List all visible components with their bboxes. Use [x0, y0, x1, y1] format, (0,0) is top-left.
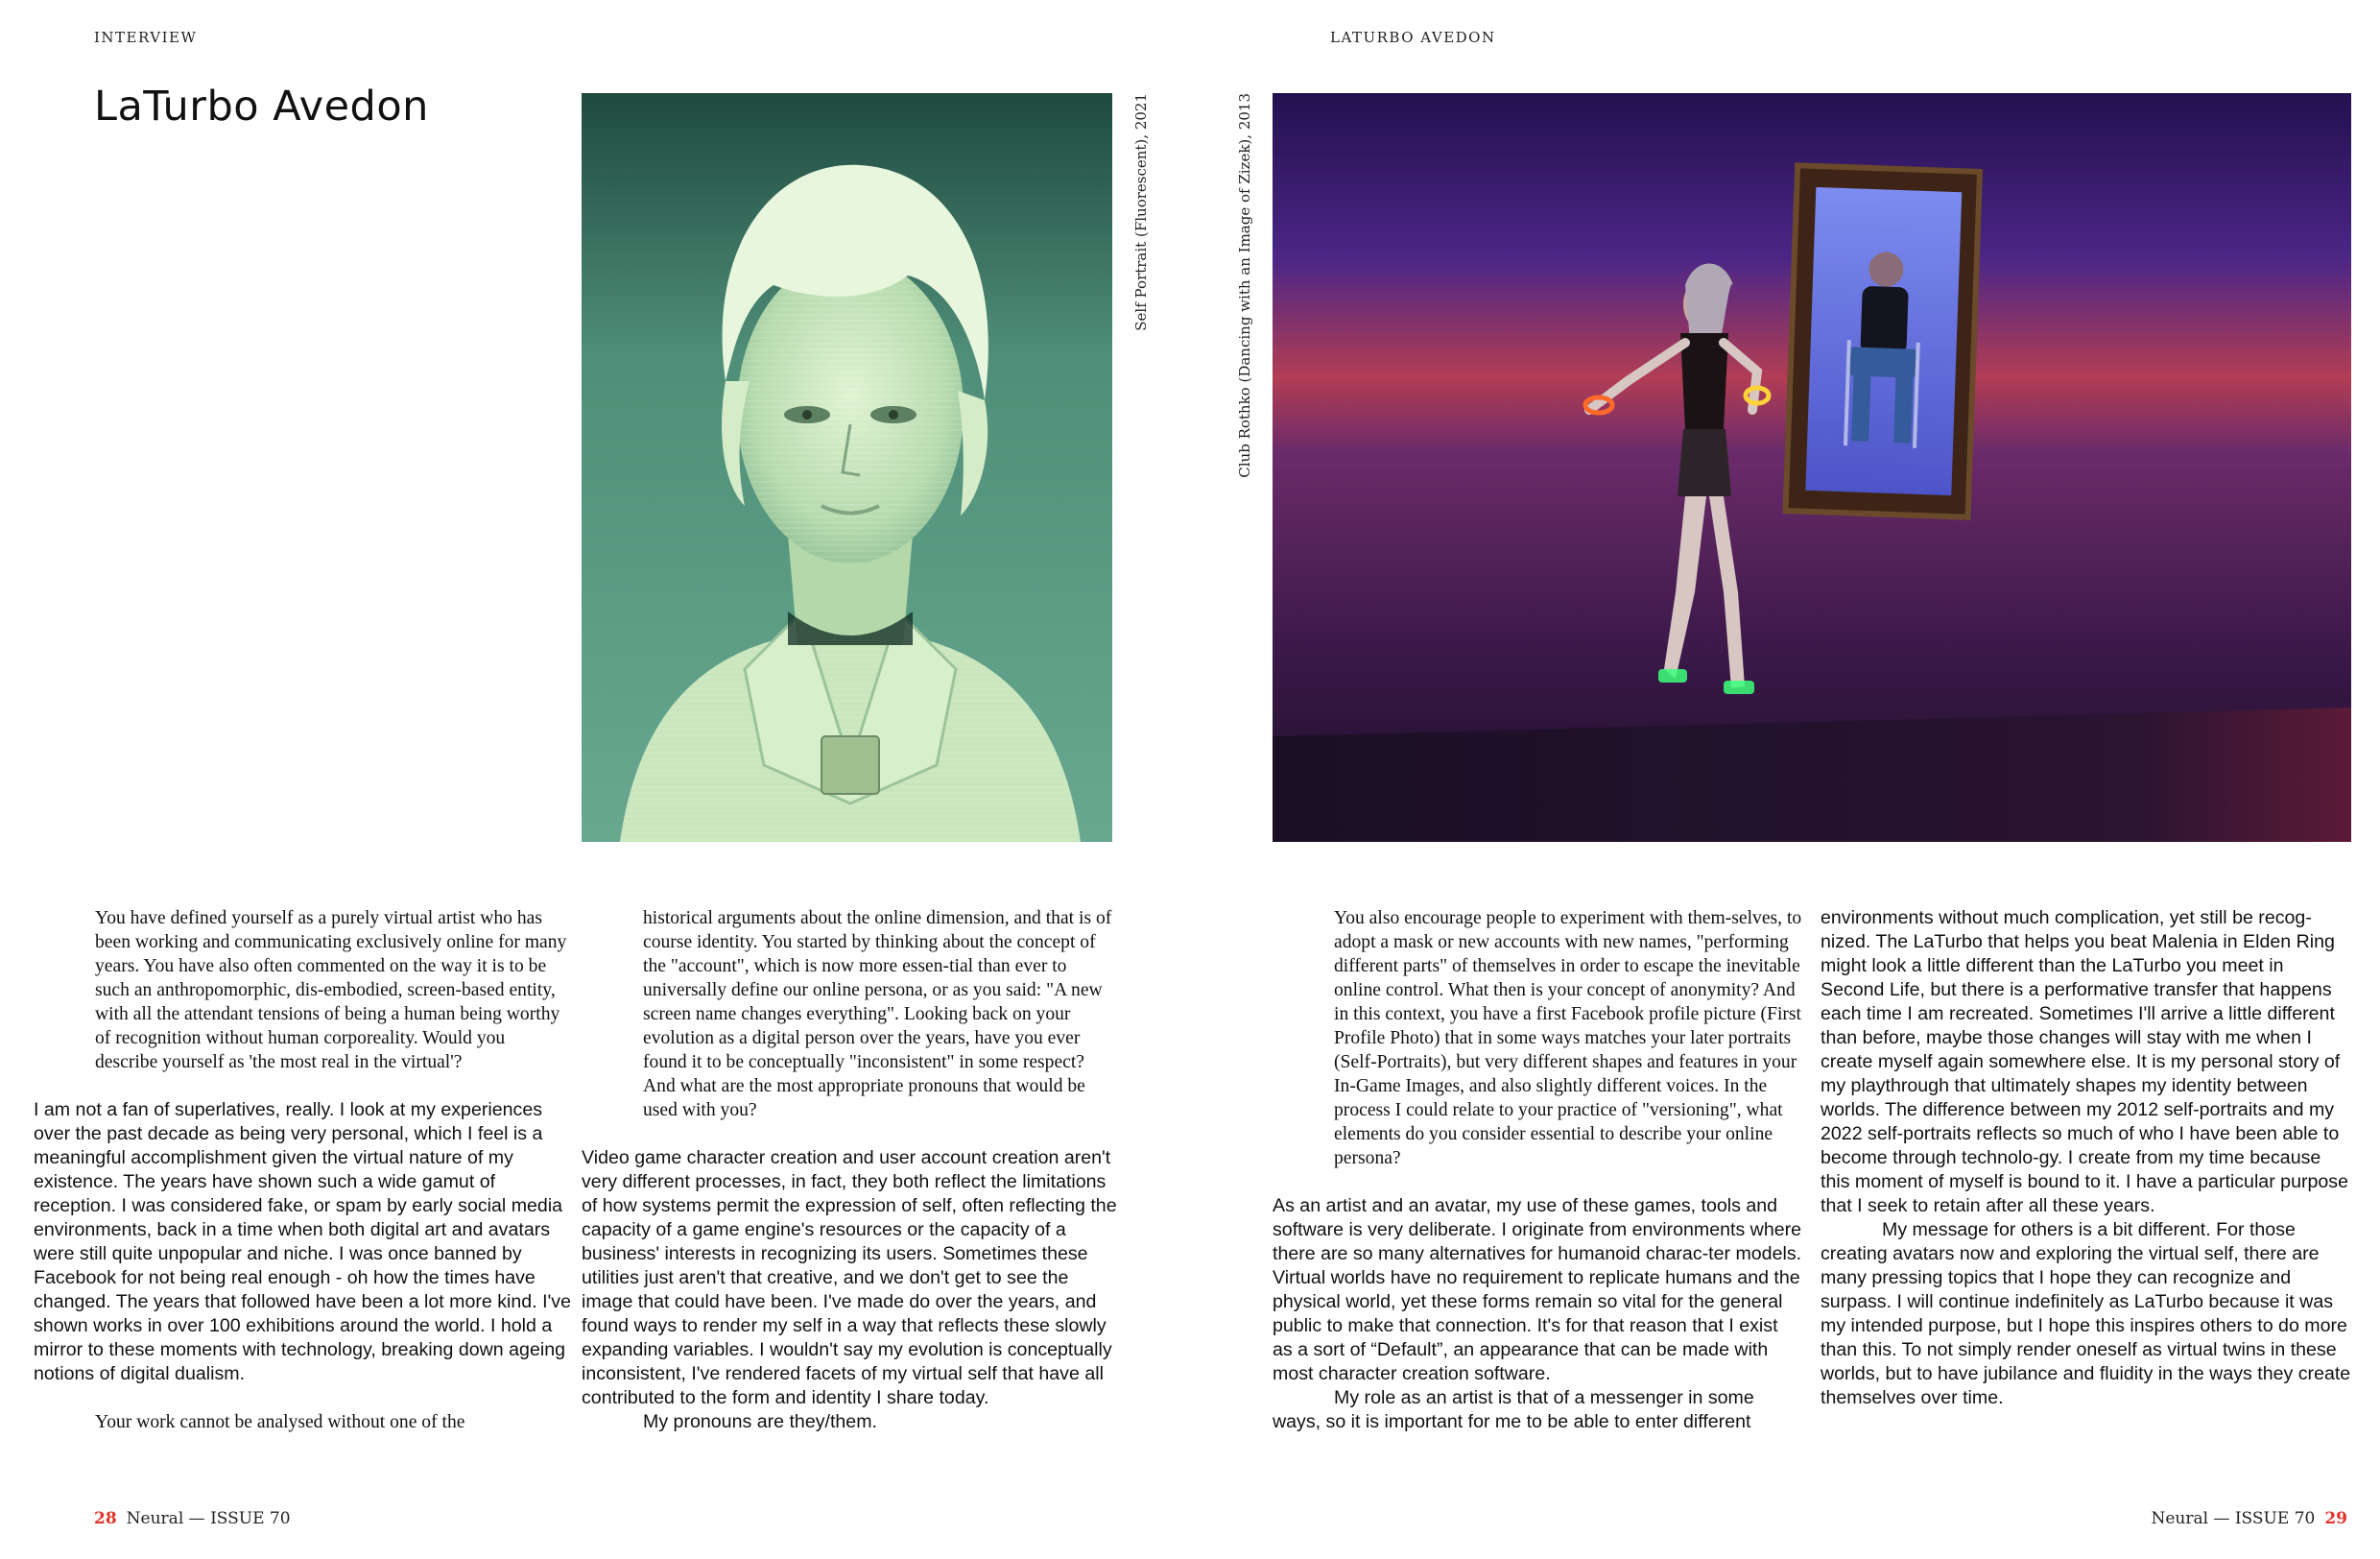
answer-3-part-2-start: My role as an artist is that of a messenger in some ways, so it is important for me to be able to enter different [1273, 1387, 1754, 1432]
answer-2: Video game character creation and user account creation aren't very different processes, in fact, they both reflect the limitations of how systems permit the expression of self, often reflecting the capacity of a game engine's resources or the capacity of a business' interests in recognizing its users. Sometimes these utilities just aren't that creative, and we don't get to see the image that could have been. I've made do over the years, and found ways to render my self in a way that reflects these slowly expanding variables. I wouldn't say my evolution is conceptually inconsistent, I've rendered facets of my virtual self that have all contributed to the form and identity I share today. [582, 1147, 1117, 1408]
question-2-continued: historical arguments about the online dimension, and that is of course identity. You started by thinking about the concept of the "account", which is now more essen-tial than ever to universally define our online persona, or as you said: "A new screen name changes everything". Looking back on your evolution as a digital person over the years, have you ever found it to be conceptually "inconsistent" in some respect? And what are the most appropriate pronouns that would be used with you? [643, 908, 1112, 1120]
club-rothko-image [1273, 93, 2351, 842]
answer-3-part-2-continued: environments without much complication, yet still be recog-nized. The LaTurbo that helps you beat Malenia in Elden Ring might look a little different than the LaTurbo you meet in Second Life, but there is a performative transfer that happens each time I am recreated. Sometimes I'll arrive a little different than before, maybe those changes will stay with me when I create myself again somewhere else. It is my personal story of my playthrough that ultimately shapes my identity between worlds. The difference between my 2012 self-portraits and my 2022 self-portraits reflects so much of who I have been able to become through technolo-gy. I create from my time because this moment of myself is bound to it. I have a particular purpose that I seek to retain after all these years. [1821, 907, 2348, 1216]
question-3: You also encourage people to experiment with them-selves, to adopt a mask or new accounts with new names, "performing different parts" of themselves in order to escape the inevitable online control. What then is your concept of anonymity? And in this context, you have a first Facebook profile picture (First Profile Photo) that in some ways matches your later portraits (Self-Portraits), but very different shapes and features in your In-Game Images, and also slightly different voices. In the process I could relate to your practice of "versioning", what elements do you consider essential to describe your online persona? [1334, 908, 1802, 1168]
question-1: You have defined yourself as a purely virtual artist who has been working and communicating exclusively online for many years. You have also often commented on the way it is to be such an anthropomorphic, dis-embodied, screen-based entity, with all the attendant tensions of being a human being worthy of recognition without human corporeality. Would you describe yourself as 'the most real in the virtual'? [95, 908, 567, 1072]
caption-club-rothko: Club Rothko (Dancing with an Image of Zizek), 2013 [1236, 93, 1253, 478]
footer-right [2151, 1509, 2357, 1528]
answer-3: As an artist and an avatar, my use of these games, tools and software is very deliberate. I originate from environments where there are so many alternatives for humanoid charac-ter models. Virtual worlds have no requirement to replicate humans and the physical world, yet these forms remain so vital for the general public to make that connection. It's for that reason that I exist as a sort of “Default”, an appearance that can be made with most character creation software. [1273, 1195, 1802, 1384]
question-2-start: Your work cannot be analysed without one of the [95, 1412, 465, 1432]
section-label-right: LATURBO AVEDON [1330, 29, 1496, 46]
text-column-3 [1273, 906, 1802, 1434]
footer-publication-left: Neural — ISSUE 70 [126, 1509, 291, 1528]
text-column-1 [34, 906, 571, 1434]
article-title: LaTurbo Avedon [94, 83, 429, 131]
footer-publication-right: Neural — ISSUE 70 [2151, 1509, 2316, 1528]
answer-1: I am not a fan of superlatives, really. I look at my experiences over the past decade as being very personal, which I feel is a meaningful accomplishment given the virtual nature of my existence. The years have shown such a wide gamut of reception. I was considered fake, or spam by early social media environments, back in a time when both digital art and avatars were still quite unpopular and niche. I was once banned by Facebook for not being real enough - oh how the times have changed. The years that followed have been a lot more kind. I've shown works in over 100 exhibitions around the world. I hold a mirror to these moments with technology, breaking down ageing notions of digital dualism. [34, 1099, 571, 1384]
self-portrait-image [582, 93, 1112, 842]
footer-left [94, 1509, 291, 1528]
section-label-left: INTERVIEW [94, 29, 198, 46]
answer-4: My message for others is a bit different. For those creating avatars now and exploring the virtual self, there are many pressing topics that I hope they can recognize and surpass. I will continue indefinitely as LaTurbo because it was my intended purpose, but I hope this inspires others to do more than this. To not simply render oneself as virtual twins in these worlds, but to have jubilance and fluidity in the ways they create themselves over time. [1821, 1219, 2351, 1408]
page-number-right: 29 [2324, 1509, 2347, 1528]
caption-self-portrait: Self Portrait (Fluorescent), 2021 [1132, 93, 1150, 331]
text-column-2 [582, 906, 1119, 1434]
text-column-4 [1821, 906, 2351, 1410]
page-number-left: 28 [94, 1509, 117, 1528]
answer-2-pronouns: My pronouns are they/them. [643, 1411, 877, 1432]
